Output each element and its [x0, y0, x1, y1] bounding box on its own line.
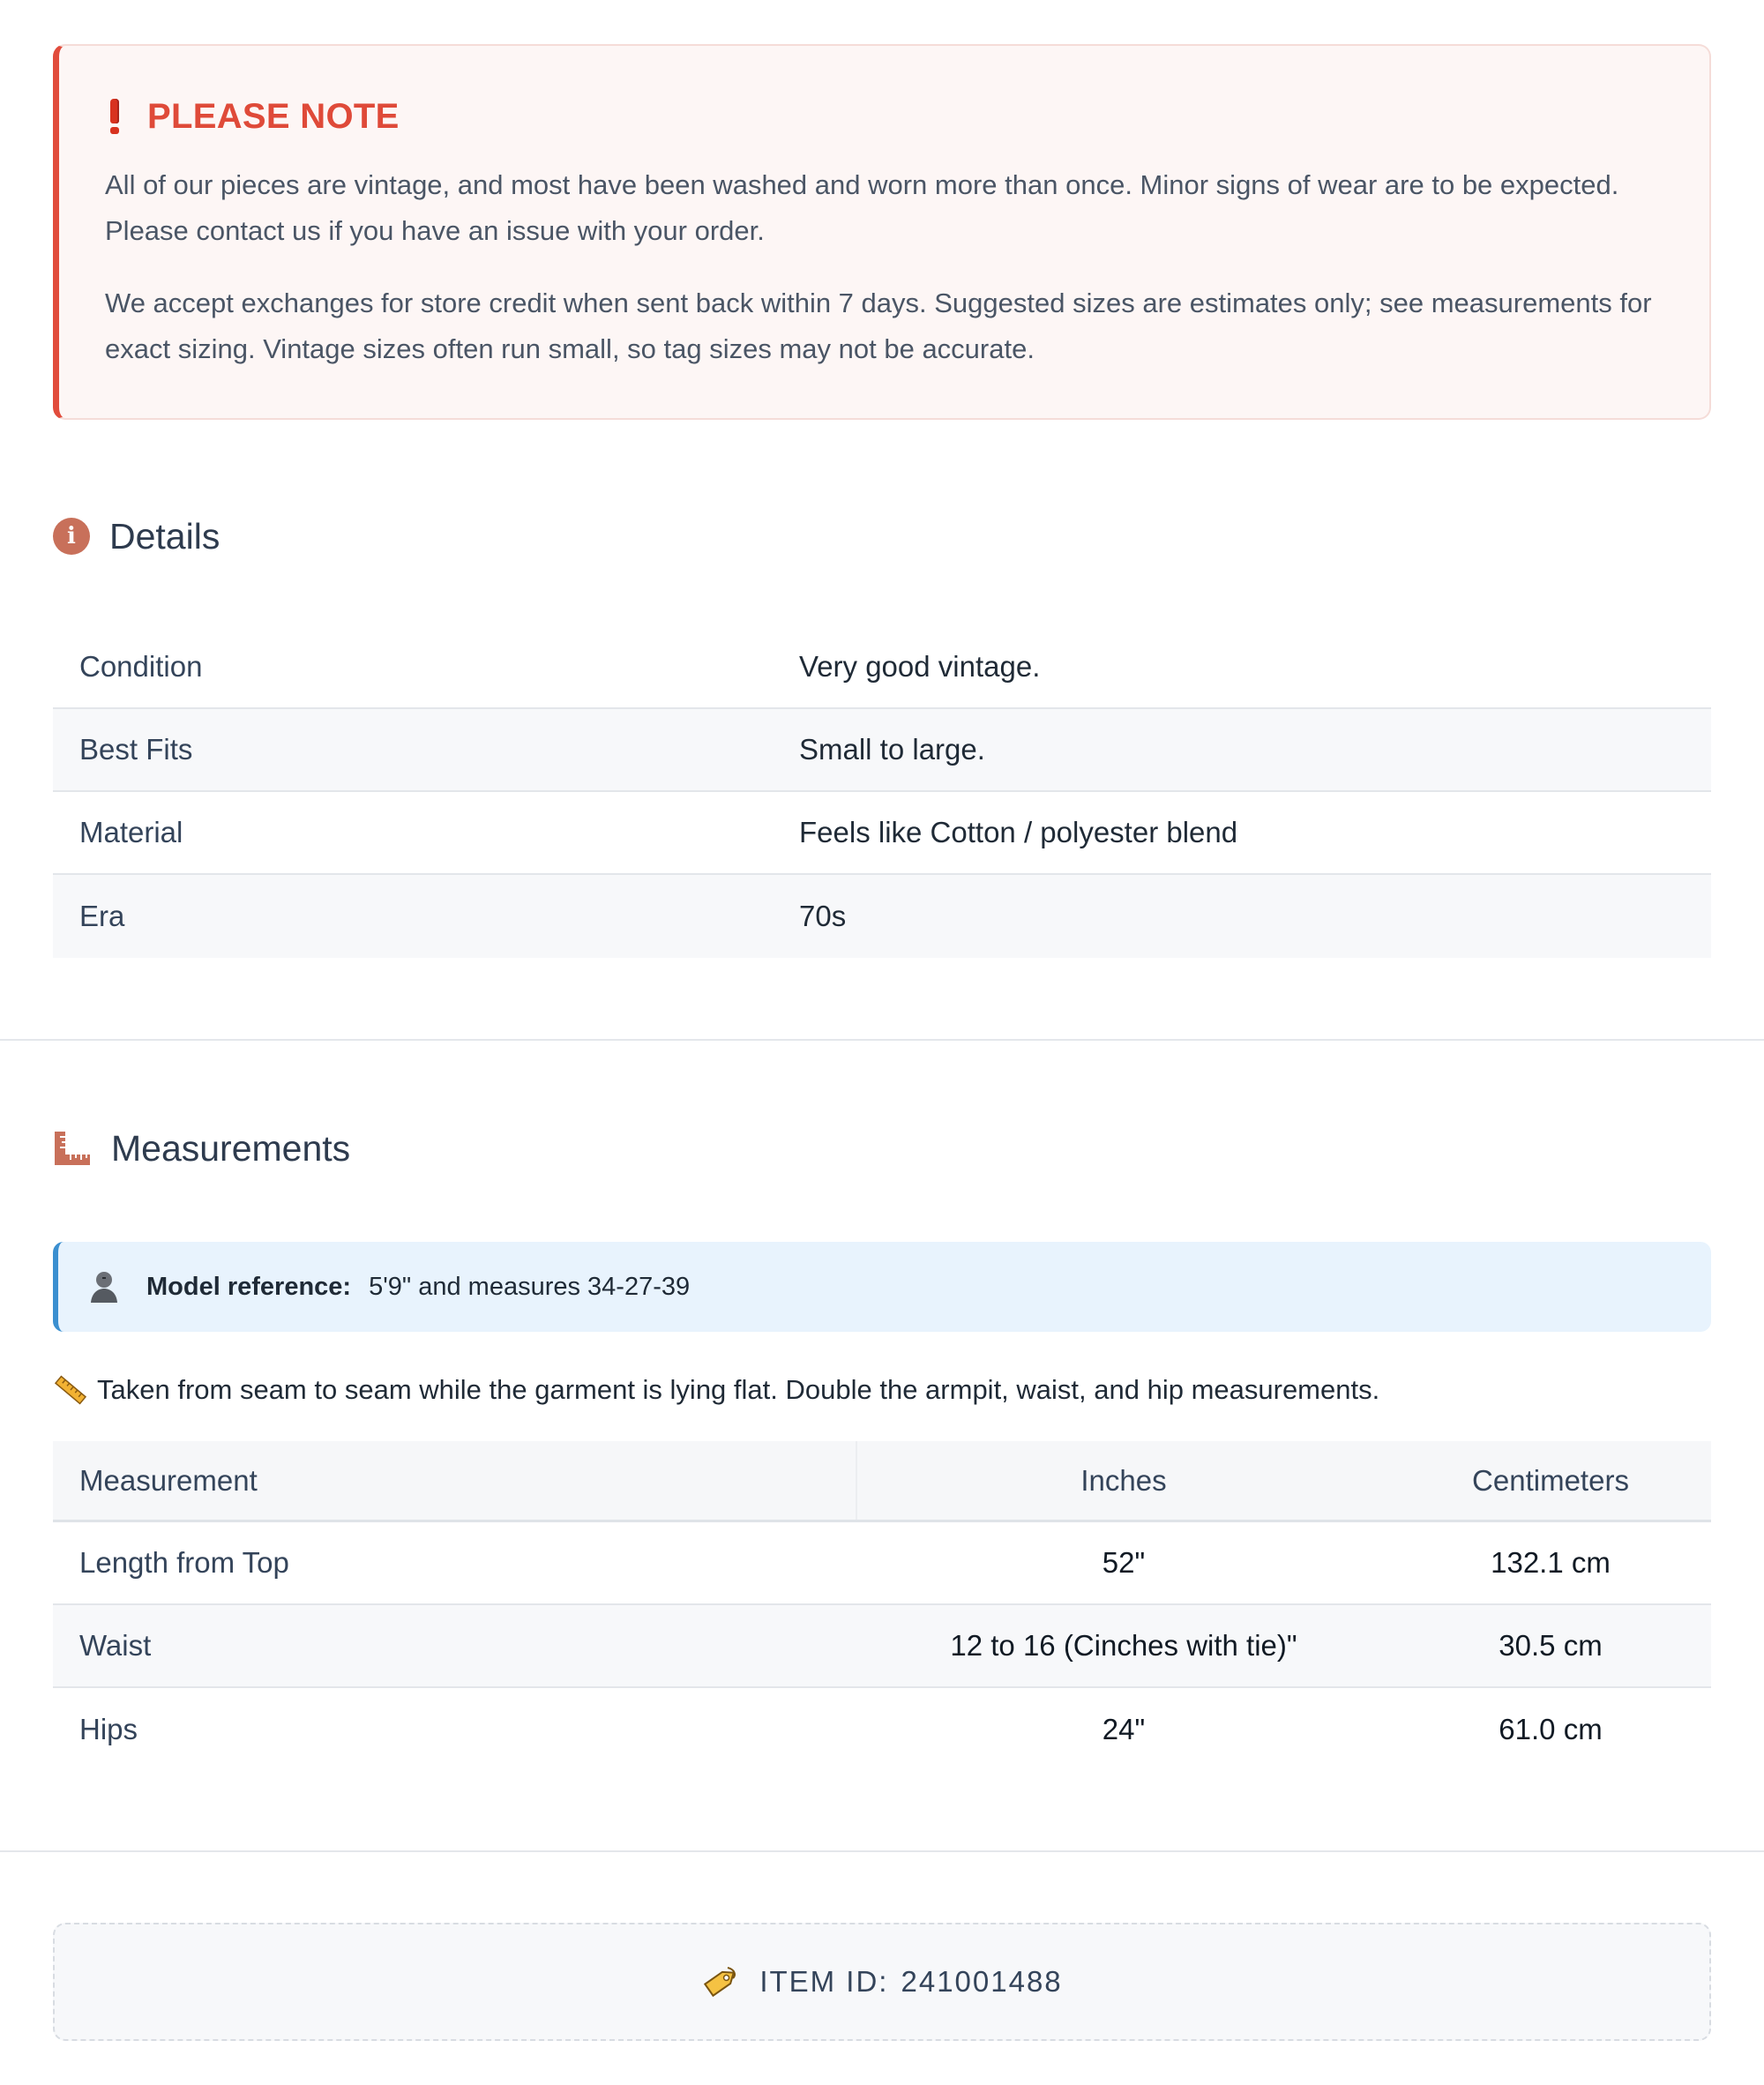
- measurement-cm: 132.1 cm: [1491, 1546, 1611, 1579]
- measurements-table: [53, 1441, 1711, 1771]
- section-divider: [0, 1039, 1764, 1041]
- measurement-inches: 24": [1102, 1713, 1146, 1745]
- measurement-cm: 30.5 cm: [1499, 1629, 1603, 1662]
- details-row-condition: [53, 626, 1711, 709]
- notice-paragraph-2: We accept exchanges for store credit when sent back within 7 days. Suggested sizes are estimates only; see measurements for exact sizing. Vintage sizes often run small, so tag sizes may not be accurate.: [105, 288, 1652, 364]
- notice-paragraph-1: All of our pieces are vintage, and most have been washed and worn more than once. Minor signs of wear are to be expected. Please contact us if you have an issue with your order.: [105, 169, 1619, 246]
- model-reference-label: Model reference:: [146, 1272, 352, 1301]
- details-value: Very good vintage.: [799, 650, 1041, 683]
- measurement-name: Waist: [79, 1629, 152, 1662]
- measurements-header: [53, 1122, 1711, 1175]
- column-header-inches: Inches: [1080, 1463, 1167, 1497]
- details-label: Era: [79, 900, 125, 932]
- details-row-era: [53, 875, 1711, 958]
- person-icon: [88, 1269, 120, 1304]
- measurement-name: Length from Top: [79, 1546, 289, 1579]
- column-header-centimeters: Centimeters: [1472, 1463, 1629, 1497]
- info-icon: i: [53, 518, 90, 555]
- details-value: Feels like Cotton / polyester blend: [799, 816, 1238, 848]
- item-id-label: ITEM ID:: [759, 1965, 889, 1998]
- model-reference-box: [53, 1242, 1711, 1332]
- details-header: [53, 510, 1711, 563]
- details-label: Best Fits: [79, 733, 193, 766]
- column-header-measurement: Measurement: [53, 1441, 857, 1520]
- exclamation-icon: [108, 99, 121, 134]
- measurement-name: Hips: [79, 1713, 138, 1745]
- measurement-note-text: Taken from seam to seam while the garment is lying flat. Double the armpit, waist, and hip measurements.: [97, 1374, 1380, 1405]
- details-row-material: [53, 792, 1711, 875]
- measurements-table-header: [53, 1441, 1711, 1522]
- model-reference-value: 5'9" and measures 34-27-39: [369, 1272, 691, 1301]
- measurement-inches: 52": [1102, 1546, 1146, 1579]
- section-divider: [0, 1850, 1764, 1852]
- notice-box: [53, 44, 1711, 420]
- table-row: [53, 1605, 1711, 1688]
- measurement-note: [53, 1367, 1711, 1413]
- tag-icon: [701, 1962, 740, 2001]
- pencil-icon: [53, 1372, 88, 1408]
- details-table: [53, 626, 1711, 958]
- measurement-cm: 61.0 cm: [1499, 1713, 1603, 1745]
- item-id-value: 241001488: [901, 1965, 1063, 1998]
- table-row: [53, 1688, 1711, 1771]
- details-row-best-fits: [53, 709, 1711, 792]
- details-label: Condition: [79, 650, 203, 683]
- table-row: [53, 1522, 1711, 1605]
- notice-title: PLEASE NOTE: [147, 96, 400, 136]
- measurement-inches: 12 to 16 (Cinches with tie)": [950, 1629, 1297, 1662]
- details-value: 70s: [799, 900, 847, 932]
- item-id-box: [53, 1923, 1711, 2041]
- ruler-icon: [53, 1130, 92, 1167]
- details-value: Small to large.: [799, 733, 985, 766]
- measurements-title: Measurements: [111, 1127, 351, 1169]
- details-label: Material: [79, 816, 183, 848]
- details-title: Details: [109, 515, 220, 557]
- notice-header: [105, 93, 1660, 139]
